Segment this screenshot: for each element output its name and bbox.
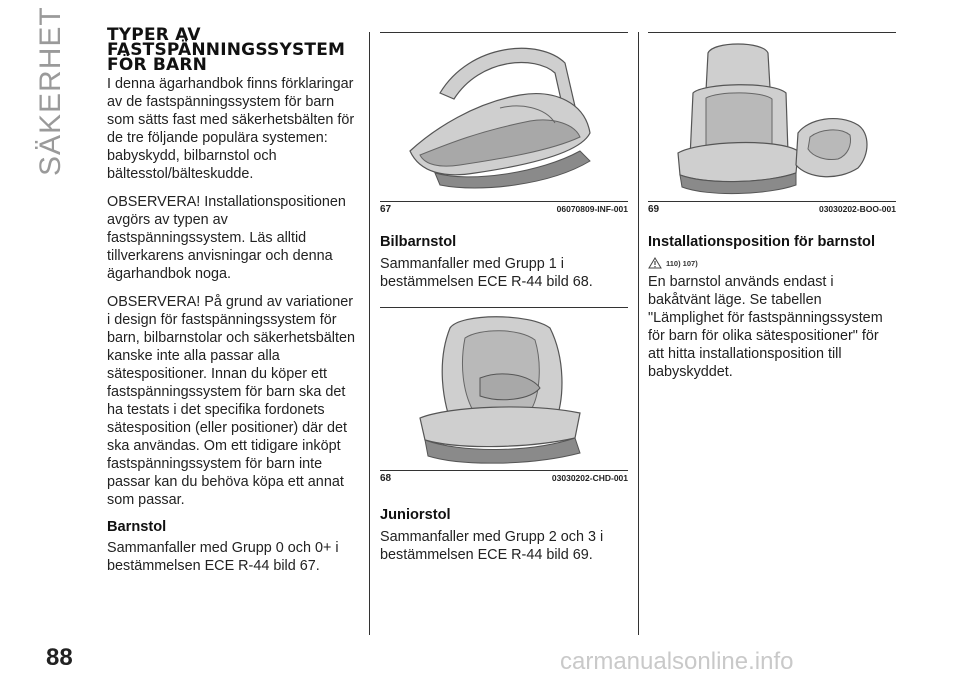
note-installation-paragraph: OBSERVERA! Installationspositionen avgörs av typen av fastspänningssystem. Läs alltid tillverkarens anvisningar och denna ägarhandbok noga.	[107, 194, 346, 282]
bilbarnstol-paragraph: Sammanfaller med Grupp 1 i bestämmelsen ECE R-44 bild 68.	[380, 256, 593, 290]
page-number: 88	[46, 644, 73, 671]
note-variations-paragraph: OBSERVERA! På grund av variationer i design för fastspänningssystem för barn, bilbarnstolar och säkerhetsbälten kanske inte alla passar alla sätespositioner. Innan du köper ett fastspänningssystem för barn ska det ha testats i det specifika fordonets sätesposition (eller positioner) där det ska användas. Om ett tidigare inköpt fastspänningssystem för barn inte passar kan du behöva köpa ett annat som passar.	[107, 294, 355, 508]
figure-68-caption	[380, 473, 628, 484]
child-seat-illustration	[380, 308, 628, 470]
column-divider-right	[638, 32, 639, 635]
column-divider-left	[369, 32, 370, 635]
booster-seat-illustration	[648, 33, 896, 201]
installationsposition-paragraph: En barnstol används endast i bakåtvänt läge. Se tabellen "Lämplighet för fastspänningssystem för barn för olika sätespositioner" för att hitta installationsposition till babyskyddet.	[648, 274, 883, 380]
section-title-line-3: FÖR BARN	[107, 55, 208, 75]
watermark: carmanualsonline.info	[560, 648, 794, 675]
figure-68-number: 68	[380, 473, 392, 484]
warning-row	[648, 257, 896, 269]
figure-69-number: 69	[648, 204, 660, 215]
figure-67-number: 67	[380, 204, 392, 215]
heading-juniorstol: Juniorstol	[380, 507, 451, 523]
side-section-title	[34, 6, 78, 176]
figure-67	[380, 32, 628, 215]
side-section-title-text: SÄKERHET	[34, 6, 67, 176]
figure-69-caption	[648, 204, 896, 215]
section-title-line-1: TYPER AV	[107, 25, 201, 45]
intro-paragraph: I denna ägarhandbok finns förklaringar av de fastspänningssystem för barn som sätts fast med säkerhetsbälten för de tre följande populära systemen: babyskydd, bilbarnstol och bältesstol/bälteskudde.	[107, 76, 355, 182]
column-1	[107, 25, 359, 575]
figure-67-caption	[380, 204, 628, 215]
figure-68	[380, 307, 628, 484]
column-2	[380, 32, 628, 564]
barnstol-paragraph: Sammanfaller med Grupp 0 och 0+ i bestämmelsen ECE R-44 bild 67.	[107, 540, 339, 574]
figure-67-code: 06070809-INF-001	[556, 204, 628, 214]
infant-carrier-illustration	[380, 33, 628, 201]
heading-bilbarnstol: Bilbarnstol	[380, 234, 457, 250]
juniorstol-paragraph: Sammanfaller med Grupp 2 och 3 i bestämmelsen ECE R-44 bild 69.	[380, 529, 604, 563]
heading-installationsposition: Installationsposition för barnstol	[648, 234, 876, 250]
column-3	[648, 32, 896, 381]
figure-69-code: 03030202-BOO-001	[818, 204, 896, 214]
section-title	[107, 25, 359, 75]
figure-69	[648, 32, 896, 215]
heading-barnstol: Barnstol	[107, 519, 167, 535]
section-title-line-2: FASTSPÄNNINGSSYSTEM	[107, 40, 346, 60]
warning-references: 110) 107)	[666, 258, 698, 268]
figure-68-code: 03030202-CHD-001	[551, 473, 628, 483]
warning-triangle-icon	[648, 257, 662, 269]
